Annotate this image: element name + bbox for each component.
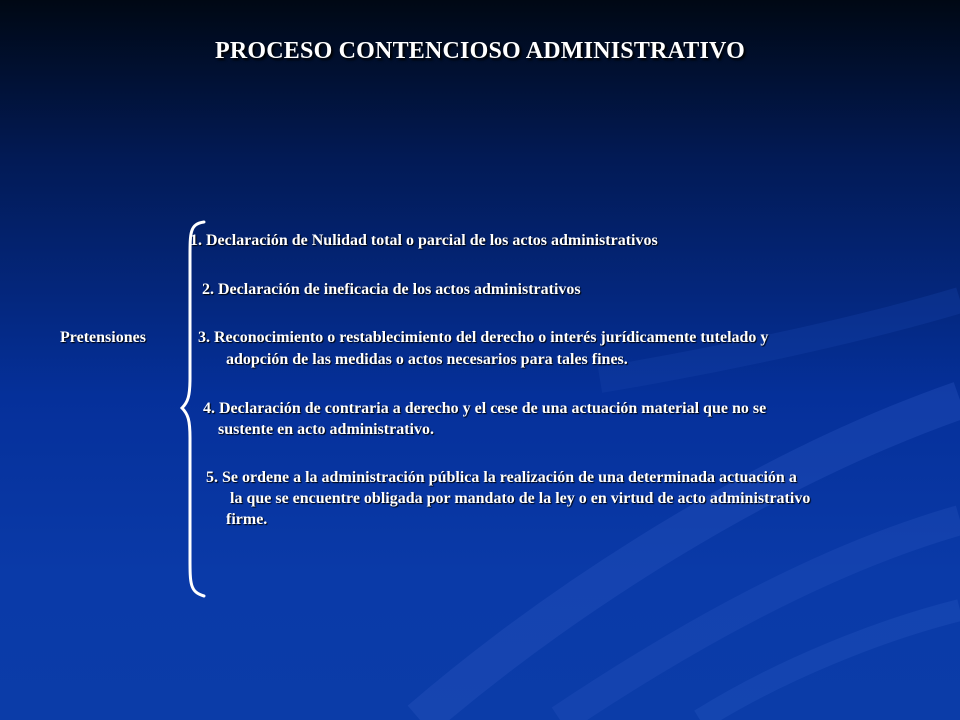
item-5-text-line-3: firme. <box>226 511 268 528</box>
item-5-text-line-1: Se ordene a la administración pública la realización de una determinada actuación a <box>222 469 797 486</box>
item-1 <box>190 231 658 250</box>
item-4-number: 4. <box>203 400 215 417</box>
item-5-text-line-2: por mandato de la ley o en virtud de acto administrativo <box>422 490 811 507</box>
slide-title: PROCESO CONTENCIOSO ADMINISTRATIVO <box>215 38 745 64</box>
item-2-number: 2. <box>202 281 214 298</box>
pretensiones-label: Pretensiones <box>60 329 146 346</box>
item-2-text: Declaración de ineficacia de los actos administrativos <box>218 281 581 298</box>
item-3-line-1 <box>198 328 768 347</box>
item-2 <box>202 280 581 299</box>
item-1-number: 1. <box>190 232 202 249</box>
item-3-text-line-2: adopción de las medidas o actos necesarios para tales fines. <box>226 351 628 368</box>
item-4-text-line-1: Declaración de contraria a derecho y el cese de una actuación material que no se <box>219 400 767 417</box>
item-5-line-1 <box>206 468 797 487</box>
item-5-highlight: la que se encuentre obligada <box>230 490 423 507</box>
item-4-text-line-2: sustente en acto administrativo. <box>218 421 434 438</box>
item-3-number: 3. <box>198 329 210 346</box>
item-3-text-line-1: Reconocimiento o restablecimiento del derecho o interés jurídicamente tutelado y <box>214 329 769 346</box>
item-1-text: Declaración de Nulidad total o parcial de los actos administrativos <box>206 232 658 249</box>
item-5-number: 5. <box>206 469 218 486</box>
item-4-line-1 <box>203 399 766 418</box>
item-5-line-2 <box>230 489 810 508</box>
